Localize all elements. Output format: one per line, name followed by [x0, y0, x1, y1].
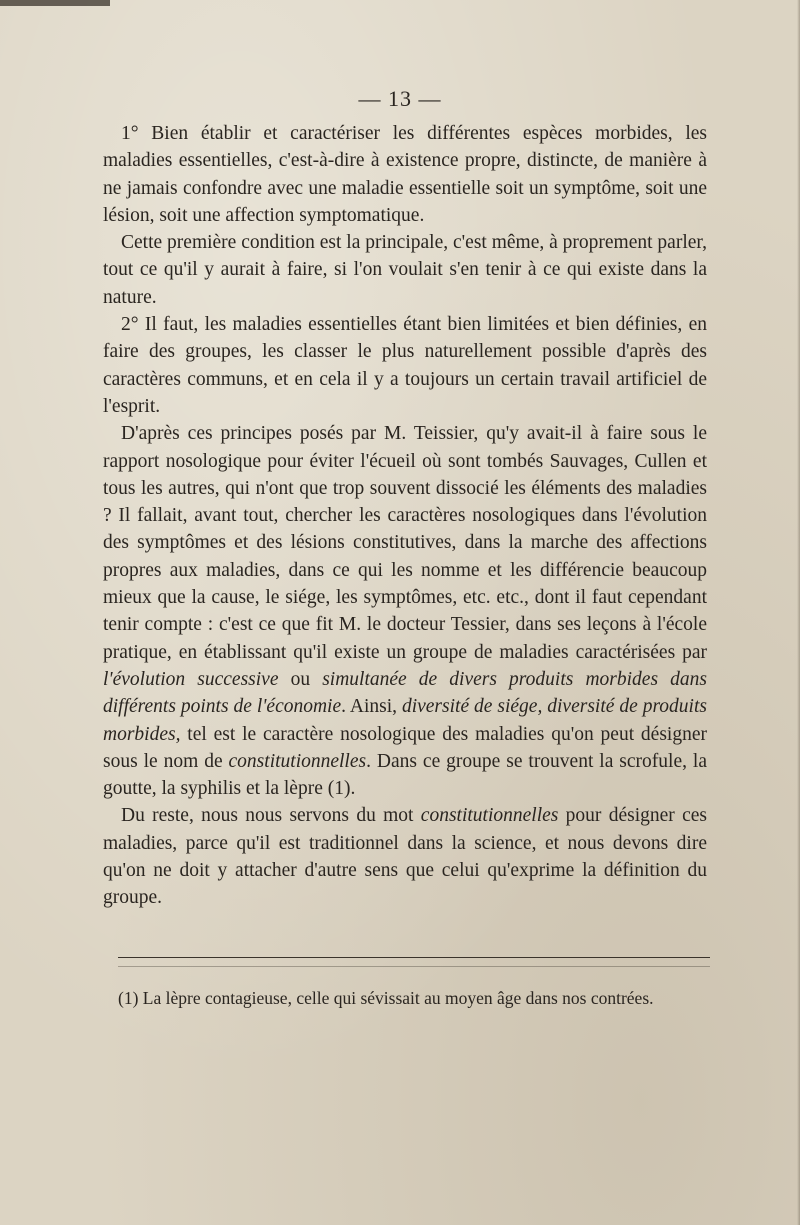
- text-run: D'après ces principes posés par M. Teissier, qu'y avait-il à faire sous le rapport nosologique pour éviter l'écueil où sont tombés Sauvages, Cullen et tous les autres, qui n'ont que trop souvent dissocié les éléments des maladies ? Il fallait, avant tout, chercher les caractères nosologiques dans l'évolution des symptômes et des lésions constitutives, dans la marche des affections propres aux maladies, dans ce qui les nomme et les différencie beaucoup mieux que la cause, le siége, les symptômes, etc. etc., dont il faut cependant tenir compte : c'est ce que fit M. le docteur Tessier, dans ses leçons à l'école pratique, en établissant qu'il existe un groupe de maladies caractérisées par: [103, 423, 707, 663]
- text-run: Cette première condition est la principale, c'est même, à proprement parler, tout ce qu'il y aurait à faire, si l'on voulait s'en tenir à ce qui existe dans la nature.: [103, 232, 707, 308]
- paragraph: [103, 420, 707, 802]
- footnote-separator: [118, 957, 710, 958]
- page-edge-mark: [0, 0, 110, 6]
- text-run: . Ainsi,: [341, 696, 402, 718]
- text-run: pour désigner ces maladies, parce qu'il est traditionnel dans la science, et nous devons dire qu'on ne doit y attacher d'autre sens que celui qu'exprime la définition du groupe.: [103, 805, 708, 909]
- body-text: [103, 120, 707, 912]
- italic-text: simultanée de divers produits morbides dans différents points de l'économie: [103, 668, 707, 718]
- text-run: 2° Il faut, les maladies essentielles étant bien limitées et bien définies, en faire des groupes, les classer le plus naturellement possible d'après des caractères communs, et en cela il y a toujours un certain travail artificiel de l'esprit.: [103, 314, 707, 417]
- paragraph: [103, 802, 707, 911]
- footnote-separator-shadow: [118, 966, 710, 967]
- text-run: Du reste, nous nous servons du mot: [121, 805, 421, 827]
- text-run: 1° Bien établir et caractériser les différentes espèces morbides, les maladies essentielles, c'est-à-dire à existence propre, distincte, de manière à ne jamais confondre avec une maladie essentielle soit un symptôme, soit une lésion, soit une affection symptomatique.: [103, 123, 707, 226]
- page-number: — 13 —: [358, 86, 442, 111]
- footnote: (1) La lèpre contagieuse, celle qui sévissait au moyen âge dans nos contrées.: [118, 988, 654, 1008]
- italic-text: constitutionnelles: [228, 750, 367, 772]
- paragraph: [103, 311, 707, 420]
- text-run: ou: [278, 668, 323, 690]
- italic-text: diversité de siége, diversité de produits morbides,: [103, 696, 707, 745]
- italic-text: l'évolution successive: [103, 668, 279, 690]
- paragraph: [103, 229, 707, 311]
- italic-text: constitutionnelles: [420, 805, 559, 827]
- text-run: tel est le caractère nosologique des maladies qu'on peut désigner sous le nom de: [103, 723, 707, 772]
- text-run: . Dans ce groupe se trouvent la scrofule, la goutte, la syphilis et la lèpre (1).: [103, 750, 707, 800]
- paragraph: [103, 120, 707, 229]
